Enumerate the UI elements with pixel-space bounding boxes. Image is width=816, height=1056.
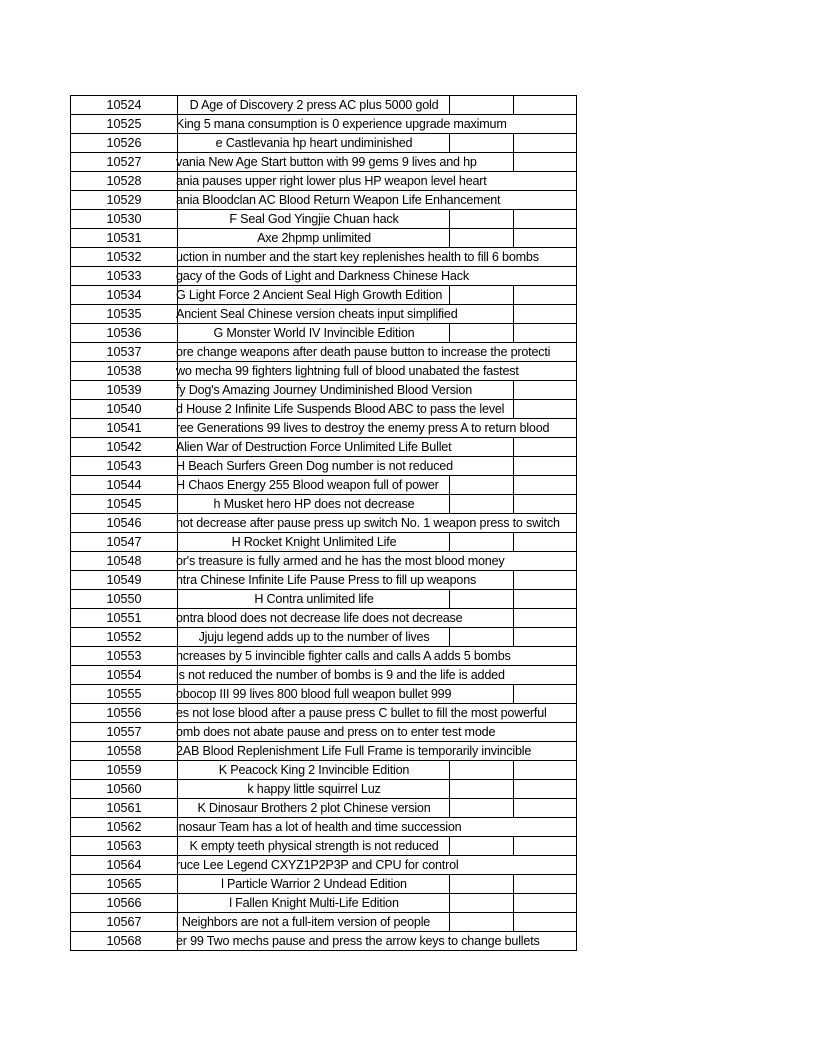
row-id-cell: 10552 bbox=[71, 628, 178, 646]
row-description-cell: inosaur Team has a lot of health and time succession bbox=[176, 820, 462, 834]
cell-border-line bbox=[449, 324, 450, 342]
row-id-cell: 10531 bbox=[71, 229, 178, 247]
row-description-cell: k happy little squirrel Luz bbox=[247, 782, 381, 796]
table-row bbox=[71, 932, 576, 951]
cell-border-line bbox=[513, 894, 514, 912]
row-id-cell: 10534 bbox=[71, 286, 178, 304]
row-id-cell: 10562 bbox=[71, 818, 178, 836]
row-description-cell: H Beach Surfers Green Dog number is not reduced bbox=[176, 459, 453, 473]
row-description-cell: ontra blood does not decrease life does not decrease bbox=[176, 611, 463, 625]
table-row bbox=[71, 305, 576, 324]
table-row bbox=[71, 837, 576, 856]
row-description-cell: l Neighbors are not a full-item version of people bbox=[176, 915, 431, 929]
cell-border-line bbox=[449, 837, 450, 855]
cell-border-line bbox=[513, 533, 514, 551]
row-id-cell: 10548 bbox=[71, 552, 178, 570]
table-row bbox=[71, 647, 576, 666]
row-description-cell: e Castlevania hp heart undiminished bbox=[215, 136, 413, 150]
row-id-cell: 10538 bbox=[71, 362, 178, 380]
table-row bbox=[71, 761, 576, 780]
row-description-cell: ree Generations 99 lives to destroy the enemy press A to return blood bbox=[176, 421, 550, 435]
row-description-cell: h Musket hero HP does not decrease bbox=[213, 497, 415, 511]
cell-border-line bbox=[449, 96, 450, 114]
cell-border-line bbox=[513, 780, 514, 798]
row-description-cell: D Age of Discovery 2 press AC plus 5000 gold bbox=[189, 98, 439, 112]
table-row bbox=[71, 229, 576, 248]
row-id-cell: 10551 bbox=[71, 609, 178, 627]
row-description-cell: l Fallen Knight Multi-Life Edition bbox=[229, 896, 399, 910]
table-row bbox=[71, 419, 576, 438]
row-description-cell: Alien War of Destruction Force Unlimited Life Bullet bbox=[176, 440, 452, 454]
row-description-cell: ruce Lee Legend CXYZ1P2P3P and CPU for control bbox=[176, 858, 459, 872]
row-id-cell: 10533 bbox=[71, 267, 178, 285]
table-row bbox=[71, 172, 576, 191]
row-description-cell: vania New Age Start button with 99 gems 9 lives and hp bbox=[176, 155, 477, 169]
row-id-cell: 10541 bbox=[71, 419, 178, 437]
table-row bbox=[71, 438, 576, 457]
row-description-cell: K Dinosaur Brothers 2 plot Chinese version bbox=[197, 801, 431, 815]
row-id-cell: 10540 bbox=[71, 400, 178, 418]
row-description-cell: ania Bloodclan AC Blood Return Weapon Life Enhancement bbox=[176, 193, 501, 207]
row-description-cell: obocop III 99 lives 800 blood full weapon bullet 999 bbox=[176, 687, 452, 701]
row-description-cell: ania pauses upper right lower plus HP weapon level heart bbox=[176, 174, 487, 188]
row-id-cell: 10539 bbox=[71, 381, 178, 399]
table-row bbox=[71, 324, 576, 343]
row-id-cell: 10558 bbox=[71, 742, 178, 760]
row-id-cell: 10550 bbox=[71, 590, 178, 608]
table-row bbox=[71, 286, 576, 305]
table-row bbox=[71, 457, 576, 476]
row-id-cell: 10543 bbox=[71, 457, 178, 475]
row-id-cell: 10547 bbox=[71, 533, 178, 551]
row-id-cell: 10527 bbox=[71, 153, 178, 171]
row-description-cell: er 99 Two mechs pause and press the arrow keys to change bullets bbox=[176, 934, 540, 948]
table-row bbox=[71, 210, 576, 229]
row-description-cell: l Particle Warrior 2 Undead Edition bbox=[221, 877, 407, 891]
table-row bbox=[71, 818, 576, 837]
cell-border-line bbox=[513, 134, 514, 152]
row-description-cell: H Contra unlimited life bbox=[254, 592, 374, 606]
cheat-code-table bbox=[70, 95, 577, 951]
table-row bbox=[71, 571, 576, 590]
table-row bbox=[71, 362, 576, 381]
cell-border-line bbox=[449, 495, 450, 513]
row-id-cell: 10553 bbox=[71, 647, 178, 665]
row-description-cell: H Chaos Energy 255 Blood weapon full of power bbox=[176, 478, 439, 492]
cell-border-line bbox=[449, 628, 450, 646]
row-description-cell: wo mecha 99 fighters lightning full of blood unabated the fastest bbox=[176, 364, 519, 378]
row-id-cell: 10545 bbox=[71, 495, 178, 513]
row-description-cell: 2AB Blood Replenishment Life Full Frame is temporarily invincible bbox=[176, 744, 532, 758]
row-id-cell: 10561 bbox=[71, 799, 178, 817]
table-row bbox=[71, 628, 576, 647]
row-id-cell: 10536 bbox=[71, 324, 178, 342]
cell-border-line bbox=[513, 324, 514, 342]
table-row bbox=[71, 799, 576, 818]
table-row bbox=[71, 134, 576, 153]
row-id-cell: 10544 bbox=[71, 476, 178, 494]
cell-border-line bbox=[513, 229, 514, 247]
row-description-cell: fy Dog's Amazing Journey Undiminished Blood Version bbox=[176, 383, 473, 397]
row-description-cell: ore change weapons after death pause button to increase the protecti bbox=[176, 345, 551, 359]
table-row bbox=[71, 609, 576, 628]
row-id-cell: 10563 bbox=[71, 837, 178, 855]
row-description-cell: uction in number and the start key replenishes health to fill 6 bombs bbox=[176, 250, 539, 264]
table-row bbox=[71, 248, 576, 267]
row-id-cell: 10565 bbox=[71, 875, 178, 893]
row-id-cell: 10537 bbox=[71, 343, 178, 361]
row-description-cell: Ancient Seal Chinese version cheats input simplified bbox=[176, 307, 458, 321]
cell-border-line bbox=[513, 495, 514, 513]
row-description-cell: omb does not abate pause and press on to enter test mode bbox=[176, 725, 496, 739]
row-id-cell: 10526 bbox=[71, 134, 178, 152]
row-description-cell: is not reduced the number of bombs is 9 and the life is added bbox=[176, 668, 505, 682]
table-row bbox=[71, 780, 576, 799]
cell-border-line bbox=[513, 761, 514, 779]
cell-border-line bbox=[449, 799, 450, 817]
row-description-cell: F Seal God Yingjie Chuan hack bbox=[229, 212, 399, 226]
row-id-cell: 10566 bbox=[71, 894, 178, 912]
row-description-cell: H Rocket Knight Unlimited Life bbox=[231, 535, 397, 549]
row-description-cell: K empty teeth physical strength is not reduced bbox=[189, 839, 439, 853]
row-description-cell: or's treasure is fully armed and he has the most blood money bbox=[176, 554, 505, 568]
table-row bbox=[71, 191, 576, 210]
row-id-cell: 10555 bbox=[71, 685, 178, 703]
cell-border-line bbox=[449, 761, 450, 779]
row-id-cell: 10530 bbox=[71, 210, 178, 228]
row-id-cell: 10556 bbox=[71, 704, 178, 722]
row-description-cell: ncreases by 5 invincible fighter calls and calls A adds 5 bombs bbox=[176, 649, 511, 663]
cell-border-line bbox=[513, 96, 514, 114]
table-row bbox=[71, 894, 576, 913]
cell-border-line bbox=[513, 799, 514, 817]
cell-border-line bbox=[513, 210, 514, 228]
row-id-cell: 10568 bbox=[71, 932, 178, 950]
table-row bbox=[71, 381, 576, 400]
row-id-cell: 10557 bbox=[71, 723, 178, 741]
row-description-cell: K Peacock King 2 Invincible Edition bbox=[218, 763, 410, 777]
table-row bbox=[71, 476, 576, 495]
cell-border-line bbox=[513, 837, 514, 855]
table-row bbox=[71, 267, 576, 286]
table-row bbox=[71, 343, 576, 362]
table-row bbox=[71, 704, 576, 723]
row-description-cell: gacy of the Gods of Light and Darkness Chinese Hack bbox=[176, 269, 469, 283]
row-id-cell: 10560 bbox=[71, 780, 178, 798]
cell-border-line bbox=[449, 229, 450, 247]
cell-border-line bbox=[449, 894, 450, 912]
table-row bbox=[71, 666, 576, 685]
row-description-cell: Axe 2hpmp unlimited bbox=[257, 231, 371, 245]
table-row bbox=[71, 514, 576, 533]
cell-border-line bbox=[513, 628, 514, 646]
row-description-cell: es not lose blood after a pause press C bullet to fill the most powerful bbox=[176, 706, 547, 720]
table-row bbox=[71, 115, 576, 134]
table-row bbox=[71, 875, 576, 894]
row-description-cell: d House 2 Infinite Life Suspends Blood ABC to pass the level bbox=[176, 402, 505, 416]
cell-border-line bbox=[449, 875, 450, 893]
row-id-cell: 10546 bbox=[71, 514, 178, 532]
row-id-cell: 10525 bbox=[71, 115, 178, 133]
row-id-cell: 10532 bbox=[71, 248, 178, 266]
row-description-cell: King 5 mana consumption is 0 experience upgrade maximum bbox=[176, 117, 507, 131]
row-id-cell: 10559 bbox=[71, 761, 178, 779]
table-row bbox=[71, 400, 576, 419]
cell-border-line bbox=[449, 210, 450, 228]
row-id-cell: 10528 bbox=[71, 172, 178, 190]
cell-border-line bbox=[449, 780, 450, 798]
row-description-cell: Jjuju legend adds up to the number of lives bbox=[198, 630, 430, 644]
cell-border-line bbox=[449, 533, 450, 551]
table-row bbox=[71, 913, 576, 932]
row-id-cell: 10567 bbox=[71, 913, 178, 931]
row-id-cell: 10524 bbox=[71, 96, 178, 114]
table-row bbox=[71, 742, 576, 761]
row-id-cell: 10529 bbox=[71, 191, 178, 209]
row-description-cell: G Light Force 2 Ancient Seal High Growth Edition bbox=[176, 288, 443, 302]
table-row bbox=[71, 685, 576, 704]
table-row bbox=[71, 153, 576, 172]
row-id-cell: 10554 bbox=[71, 666, 178, 684]
table-row bbox=[71, 723, 576, 742]
row-description-cell: ntra Chinese Infinite Life Pause Press to fill up weapons bbox=[176, 573, 477, 587]
row-description-cell: not decrease after pause press up switch No. 1 weapon press to switch bbox=[176, 516, 560, 530]
table-row bbox=[71, 96, 576, 115]
row-id-cell: 10564 bbox=[71, 856, 178, 874]
table-row bbox=[71, 856, 576, 875]
cell-border-line bbox=[513, 875, 514, 893]
table-row bbox=[71, 552, 576, 571]
cell-border-line bbox=[513, 590, 514, 608]
row-description-cell: G Monster World IV Invincible Edition bbox=[213, 326, 415, 340]
table-row bbox=[71, 533, 576, 552]
table-row bbox=[71, 590, 576, 609]
row-id-cell: 10542 bbox=[71, 438, 178, 456]
cell-border-line bbox=[449, 134, 450, 152]
row-id-cell: 10535 bbox=[71, 305, 178, 323]
table-row bbox=[71, 495, 576, 514]
cell-border-line bbox=[449, 590, 450, 608]
row-id-cell: 10549 bbox=[71, 571, 178, 589]
